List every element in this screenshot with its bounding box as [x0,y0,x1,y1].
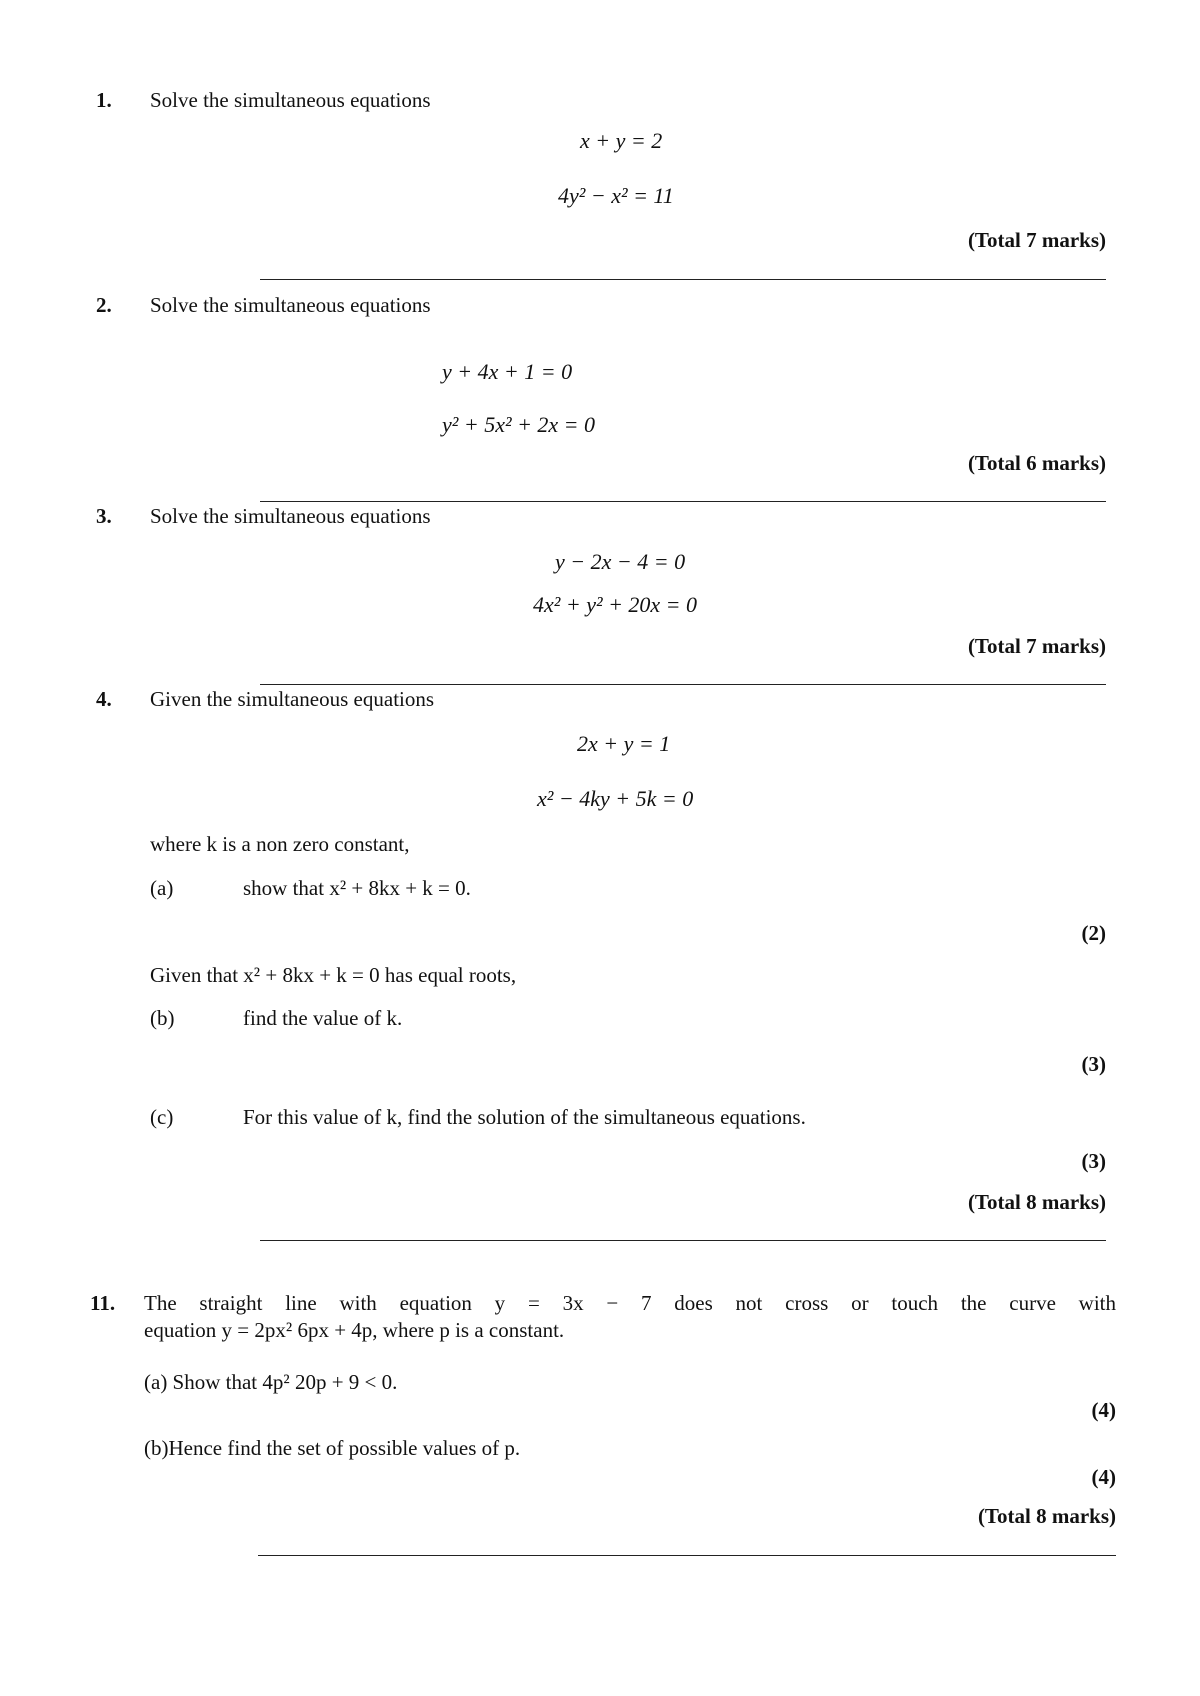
question-prompt: Solve the simultaneous equations [150,293,431,317]
question-number: 4. [96,687,112,711]
total-marks: (Total 8 marks) [977,1504,1116,1528]
equation: y + 4x + 1 = 0 [442,359,573,384]
equation: 4y² − x² = 11 [558,183,674,208]
question-number: 11. [90,1291,116,1315]
part-text: find the value of k. [243,1006,403,1030]
condition-text: Given that x² + 8kx + k = 0 has equal roots, [150,963,517,987]
question-prompt: Given the simultaneous equations [150,687,435,711]
equation: y² + 5x² + 2x = 0 [442,412,596,437]
part-text: (a) Show that 4p² 20p + 9 < 0. [144,1370,398,1394]
equation: x² − 4ky + 5k = 0 [537,786,694,811]
question-number: 3. [96,504,112,528]
question-prompt: Solve the simultaneous equations [150,88,431,112]
equation: 4x² + y² + 20x = 0 [533,592,698,617]
divider [260,279,1106,280]
part-text: show that x² + 8kx + k = 0. [243,876,471,900]
question-text: The straight line with equation y = 3x − 7 does not cross or touch the curve with [144,1291,1116,1315]
part-marks: (3) [1081,1052,1106,1076]
total-marks: (Total 7 marks) [967,228,1106,252]
equation: x + y = 2 [580,128,663,153]
equation: 2x + y = 1 [577,731,671,756]
part-label: (c) [150,1105,174,1129]
equation: y − 2x − 4 = 0 [555,549,686,574]
question-prompt: Solve the simultaneous equations [150,504,431,528]
part-marks: (2) [1081,921,1106,945]
part-text: (b)Hence find the set of possible values of p. [144,1436,521,1460]
part-label: (a) [150,876,174,900]
divider [260,1240,1106,1241]
divider [260,501,1106,502]
divider [260,684,1106,685]
total-marks: (Total 7 marks) [967,634,1106,658]
divider [258,1555,1116,1556]
part-label: (b) [150,1006,175,1030]
part-marks: (4) [1091,1465,1116,1489]
condition-text: where k is a non zero constant, [150,832,410,856]
total-marks: (Total 6 marks) [967,451,1106,475]
question-number: 1. [96,88,112,112]
total-marks: (Total 8 marks) [967,1190,1106,1214]
part-marks: (3) [1081,1149,1106,1173]
part-marks: (4) [1091,1398,1116,1422]
question-number: 2. [96,293,112,317]
part-text: For this value of k, find the solution of the simultaneous equations. [243,1105,806,1129]
question-text: equation y = 2px² 6px + 4p, where p is a constant. [144,1318,565,1342]
